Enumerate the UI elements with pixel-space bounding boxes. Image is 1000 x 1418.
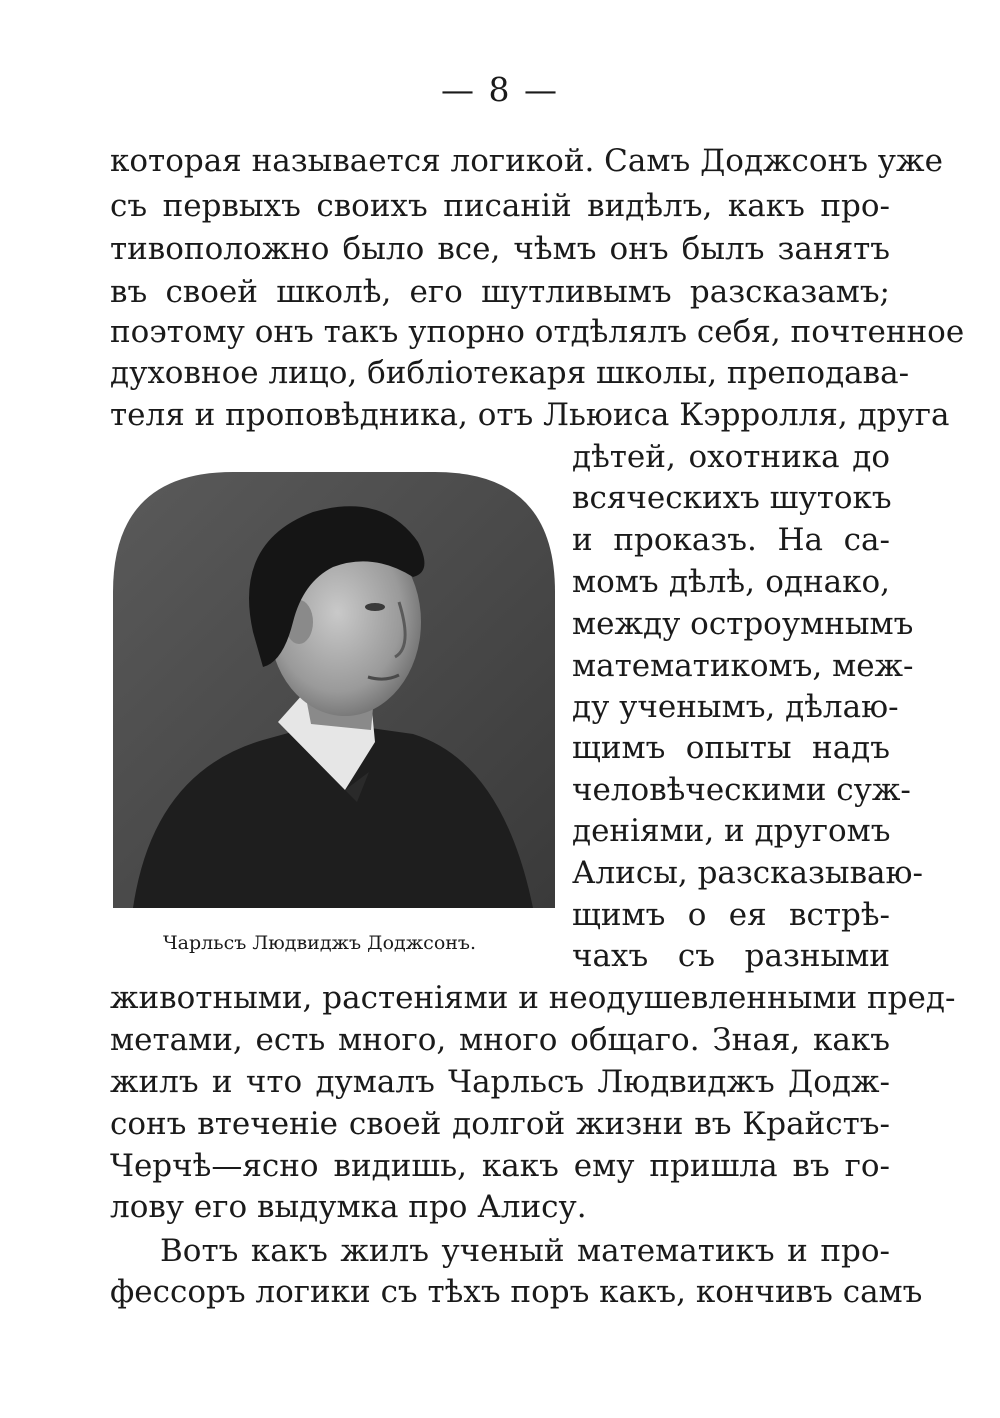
text-line: фессоръ логики съ тѣхъ поръ какъ, кончивъ самъ — [110, 1274, 923, 1310]
text-line: въ своей школѣ, его шутливымъ разсказамъ; — [110, 274, 890, 310]
text-line: щимъ о ея встрѣ- — [572, 897, 890, 933]
text-line: математикомъ, меж- — [572, 648, 914, 684]
text-line: человѣческими суж- — [572, 772, 911, 808]
text-line: поэтому онъ такъ упорно отдѣлялъ себя, почтенное — [110, 314, 965, 350]
page-number: — 8 — — [441, 70, 559, 109]
text-line: ду ученымъ, дѣлаю- — [572, 689, 899, 725]
text-line: лову его выдумка про Алису. — [110, 1189, 587, 1225]
text-line: жилъ и что думалъ Чарльсъ Людвиджъ Додж- — [110, 1064, 890, 1100]
text-line: чахъ съ разными — [572, 938, 890, 974]
figure-caption: Чарльсъ Людвиджъ Доджсонъ. — [163, 932, 477, 954]
text-line: съ первыхъ своихъ писаній видѣлъ, какъ про- — [110, 188, 890, 224]
text-line: Вотъ какъ жилъ ученый математикъ и про- — [160, 1233, 890, 1269]
text-line: теля и проповѣдника, отъ Льюиса Кэрролля, друга — [110, 397, 950, 433]
text-line: Черчѣ—ясно видишь, какъ ему пришла въ го- — [110, 1148, 890, 1184]
text-line: сонъ втеченіе своей долгой жизни въ Крайстъ- — [110, 1106, 890, 1142]
text-line: духовное лицо, библіотекаря школы, преподава- — [110, 355, 910, 391]
text-line: и проказъ. На са- — [572, 522, 890, 558]
portrait-photo — [113, 472, 555, 908]
text-line: тивоположно было все, чѣмъ онъ былъ занятъ — [110, 231, 890, 267]
text-line: момъ дѣлѣ, однако, — [572, 564, 890, 600]
text-line: деніями, и другомъ — [572, 813, 891, 849]
text-line: Алисы, разсказываю- — [572, 855, 924, 891]
text-line: дѣтей, охотника до — [572, 439, 890, 475]
text-line: которая называется логикой. Самъ Доджсонъ уже — [110, 143, 943, 179]
text-line: животными, растеніями и неодушевленными пред- — [110, 980, 956, 1016]
text-line: всяческихъ шутокъ — [572, 480, 892, 516]
text-line: метами, есть много, много общаго. Зная, какъ — [110, 1022, 890, 1058]
text-line: между остроумнымъ — [572, 606, 914, 642]
text-line: щимъ опыты надъ — [572, 730, 890, 766]
